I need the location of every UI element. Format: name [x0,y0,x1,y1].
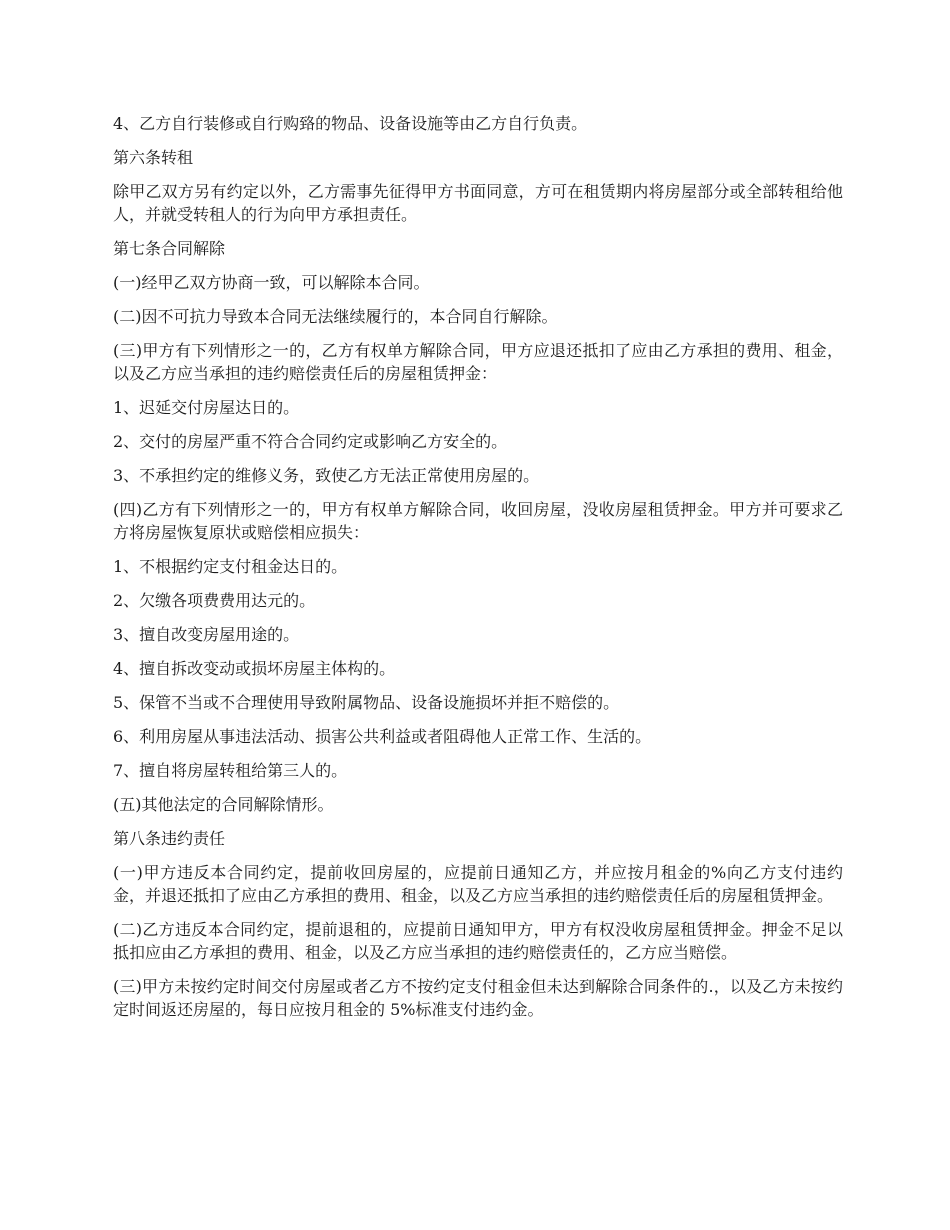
paragraph: (二)因不可抗力导致本合同无法继续履行的，本合同自行解除。 [113,307,558,326]
section-heading: 第八条违约责任 [113,829,226,848]
paragraph: (一)甲方违反本合同约定，提前收回房屋的，应提前日通知乙方，并应按月租金的%向乙方支付违约金，并退还抵扣了应由乙方承担的费用、租金，以及乙方应当承担的违约赔偿责任后的房屋租赁押金。 [113,863,843,905]
paragraph: (四)乙方有下列情形之一的，甲方有权单方解除合同，收回房屋，没收房屋租赁押金。甲方并可要求乙方将房屋恢复原状或赔偿相应损失： [113,500,843,542]
paragraph: (一)经甲乙双方协商一致，可以解除本合同。 [113,273,430,292]
list-item: 1、迟延交付房屋达日的。 [113,398,300,417]
list-item: 2、交付的房屋严重不符合合同约定或影响乙方安全的。 [113,432,508,451]
paragraph: (五)其他法定的合同解除情形。 [113,795,334,814]
list-item: 3、擅自改变房屋用途的。 [113,625,300,644]
paragraph: (二)乙方违反本合同约定，提前退租的，应提前日通知甲方，甲方有权没收房屋租赁押金。押金不足以抵扣应由乙方承担的费用、租金，以及乙方应当承担的违约赔偿责任的，乙方应当赔偿。 [113,920,843,962]
paragraph: 除甲乙双方另有约定以外，乙方需事先征得甲方书面同意，方可在租赁期内将房屋部分或全部转租给他人，并就受转租人的行为向甲方承担责任。 [113,182,843,224]
section-heading: 第六条转租 [113,148,194,167]
paragraph: 4、乙方自行装修或自行购臵的物品、设备设施等由乙方自行负责。 [113,114,588,133]
document-page [113,112,843,1032]
list-item: 5、保管不当或不合理使用导致附属物品、设备设施损坏并拒不赔偿的。 [113,693,620,712]
list-item: 1、不根据约定支付租金达日的。 [113,557,348,576]
list-item: 4、擅自拆改变动或损坏房屋主体构的。 [113,659,396,678]
list-item: 6、利用房屋从事违法活动、损害公共利益或者阻碍他人正常工作、生活的。 [113,727,652,746]
list-item: 2、欠缴各项费费用达元的。 [113,591,316,610]
list-item: 3、不承担约定的维修义务，致使乙方无法正常使用房屋的。 [113,466,540,485]
list-item: 7、擅自将房屋转租给第三人的。 [113,761,348,780]
paragraph: (三)甲方有下列情形之一的，乙方有权单方解除合同，甲方应退还抵扣了应由乙方承担的费用、租金，以及乙方应当承担的违约赔偿责任后的房屋租赁押金： [113,341,843,383]
paragraph: (三)甲方未按约定时间交付房屋或者乙方不按约定支付租金但未达到解除合同条件的.，以及乙方未按约定时间返还房屋的，每日应按月租金的 5%标准支付违约金。 [113,977,843,1019]
section-heading: 第七条合同解除 [113,239,226,258]
